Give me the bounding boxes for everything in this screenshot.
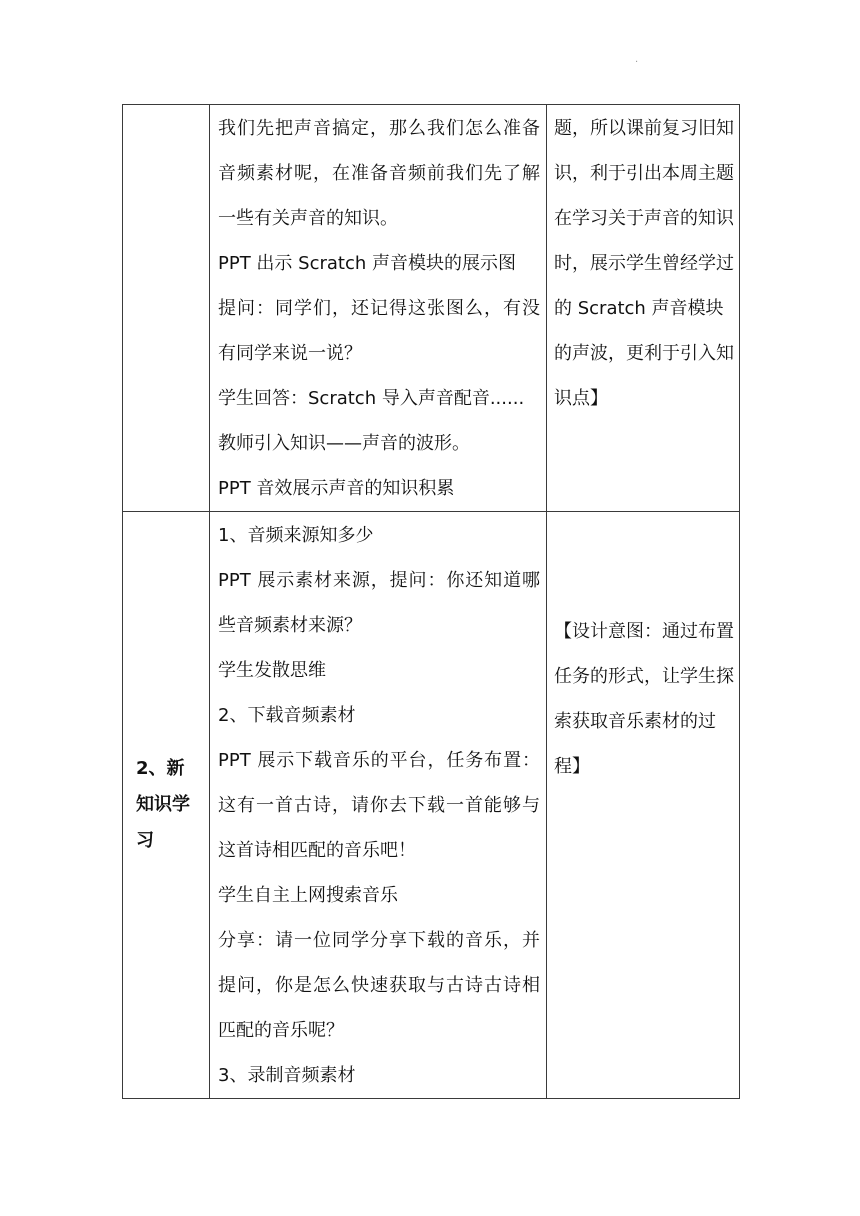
intent-cell (547, 512, 740, 1099)
process-paragraph: PPT 展示素材来源，提问：你还知道哪些音频素材来源？ (218, 570, 540, 636)
intent-cell (547, 105, 740, 512)
intent-paragraph: 在学习关于声音的知识时，展示学生曾经学过的 Scratch 声音模块的声波，更利于引入知识点】 (554, 208, 734, 409)
process-paragraph: 学生自主上网搜索音乐 (218, 885, 398, 906)
intent-paragraph: 题，所以课前复习旧知识，利于引出本周主题 (554, 118, 734, 184)
stage-cell (123, 105, 210, 512)
process-paragraph: 2、下载音频素材 (218, 705, 356, 726)
process-cell (210, 512, 547, 1099)
stage-cell (123, 512, 210, 1099)
process-paragraph: 3、录制音频素材 (218, 1065, 356, 1086)
process-paragraph: 我们先把声音搞定，那么我们怎么准备音频素材呢，在准备音频前我们先了解一些有关声音的知识。 (218, 118, 540, 229)
process-paragraph: 学生发散思维 (218, 660, 326, 681)
table-row (123, 105, 740, 512)
process-paragraph: PPT 音效展示声音的知识积累 (218, 478, 455, 499)
process-paragraph: 提问：同学们，还记得这张图么，有没有同学来说一说？ (218, 298, 540, 364)
process-paragraph: PPT 展示下载音乐的平台，任务布置：这有一首古诗，请你去下载一首能够与这首诗相匹配的音乐吧！ (218, 750, 540, 861)
stage-label: 2、新知识学习 (136, 758, 190, 851)
process-paragraph: 1、音频来源知多少 (218, 525, 374, 546)
lesson-plan-table (122, 104, 740, 1099)
table-row (123, 512, 740, 1099)
process-paragraph: 学生回答：Scratch 导入声音配音...... (218, 388, 525, 409)
intent-paragraph: 【设计意图：通过布置任务的形式，让学生探索获取音乐素材的过程】 (554, 621, 734, 777)
process-paragraph: PPT 出示 Scratch 声音模块的展示图 (218, 253, 516, 274)
process-paragraph: 分享：请一位同学分享下载的音乐，并提问，你是怎么快速获取与古诗古诗相匹配的音乐呢？ (218, 930, 540, 1041)
process-paragraph: 教师引入知识——声音的波形。 (218, 433, 470, 454)
process-cell (210, 105, 547, 512)
header-mark: · (635, 57, 639, 68)
